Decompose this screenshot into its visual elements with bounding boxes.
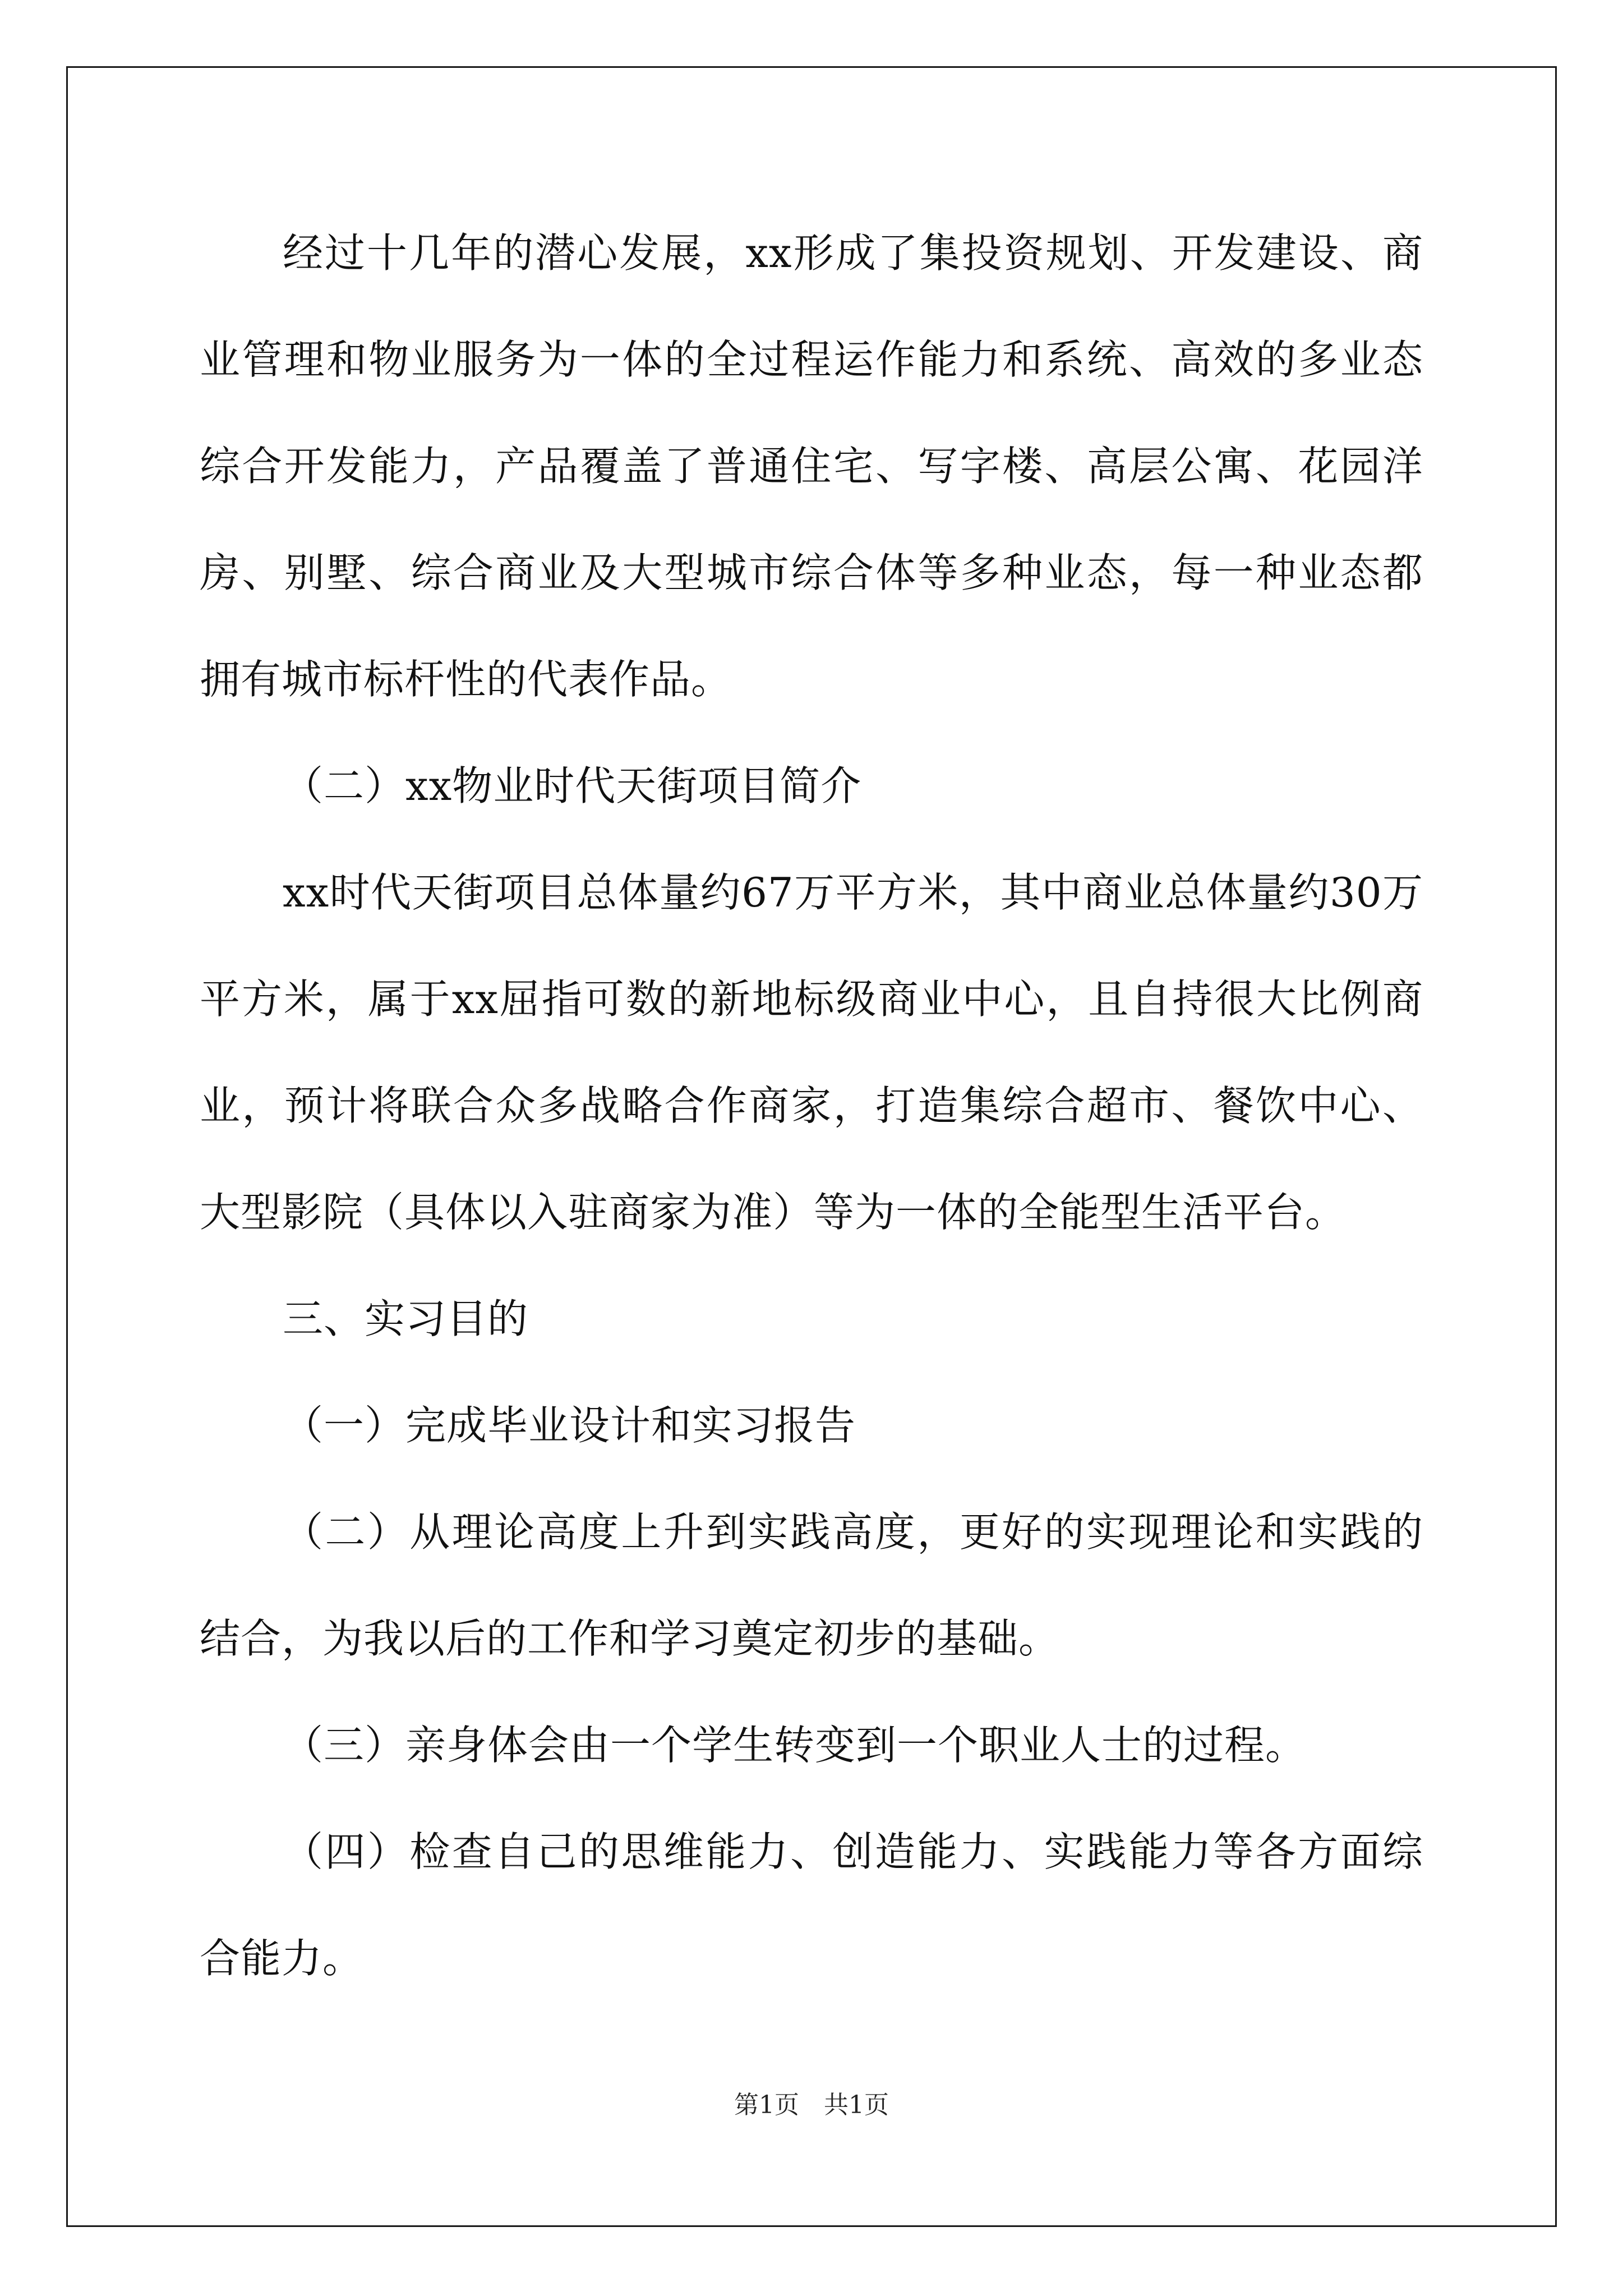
purpose-item-1: （一）完成毕业设计和实习报告 [283, 1402, 856, 1449]
purpose-item-2: （二）从理论高度上升到实践高度，更好的实现理论和实践的结合，为我以后的工作和学习奠定初步的基础。 [200, 1508, 1423, 1662]
paragraph-project-overview: xx时代天街项目总体量约67万平方米，其中商业总体量约30万平方米，属于xx屈指可数的新地标级商业中心，且自持很大比例商业，预计将联合众多战略合作商家，打造集综合超市、餐饮中心、大型影院（具体以入驻商家为准）等为一体的全能型生活平台。 [200, 869, 1423, 1236]
paragraph-company-overview: 经过十几年的潜心发展，xx形成了集投资规划、开发建设、商业管理和物业服务为一体的全过程运作能力和系统、高效的多业态综合开发能力，产品覆盖了普通住宅、写字楼、高层公寓、花园洋房、别墅、综合商业及大型城市综合体等多种业态，每一种业态都拥有城市标杆性的代表作品。 [200, 229, 1423, 703]
section-heading-internship-purpose: 三、实习目的 [283, 1295, 529, 1342]
page-number-footer: 第1页 共1页 [734, 2091, 889, 2119]
purpose-item-4: （四）检查自己的思维能力、创造能力、实践能力等各方面综合能力。 [200, 1828, 1423, 1982]
section-heading-project-intro: （二）xx物业时代天街项目简介 [283, 762, 862, 809]
document-body [200, 200, 1423, 2012]
purpose-item-3: （三）亲身体会由一个学生转变到一个职业人士的过程。 [283, 1722, 1307, 1769]
